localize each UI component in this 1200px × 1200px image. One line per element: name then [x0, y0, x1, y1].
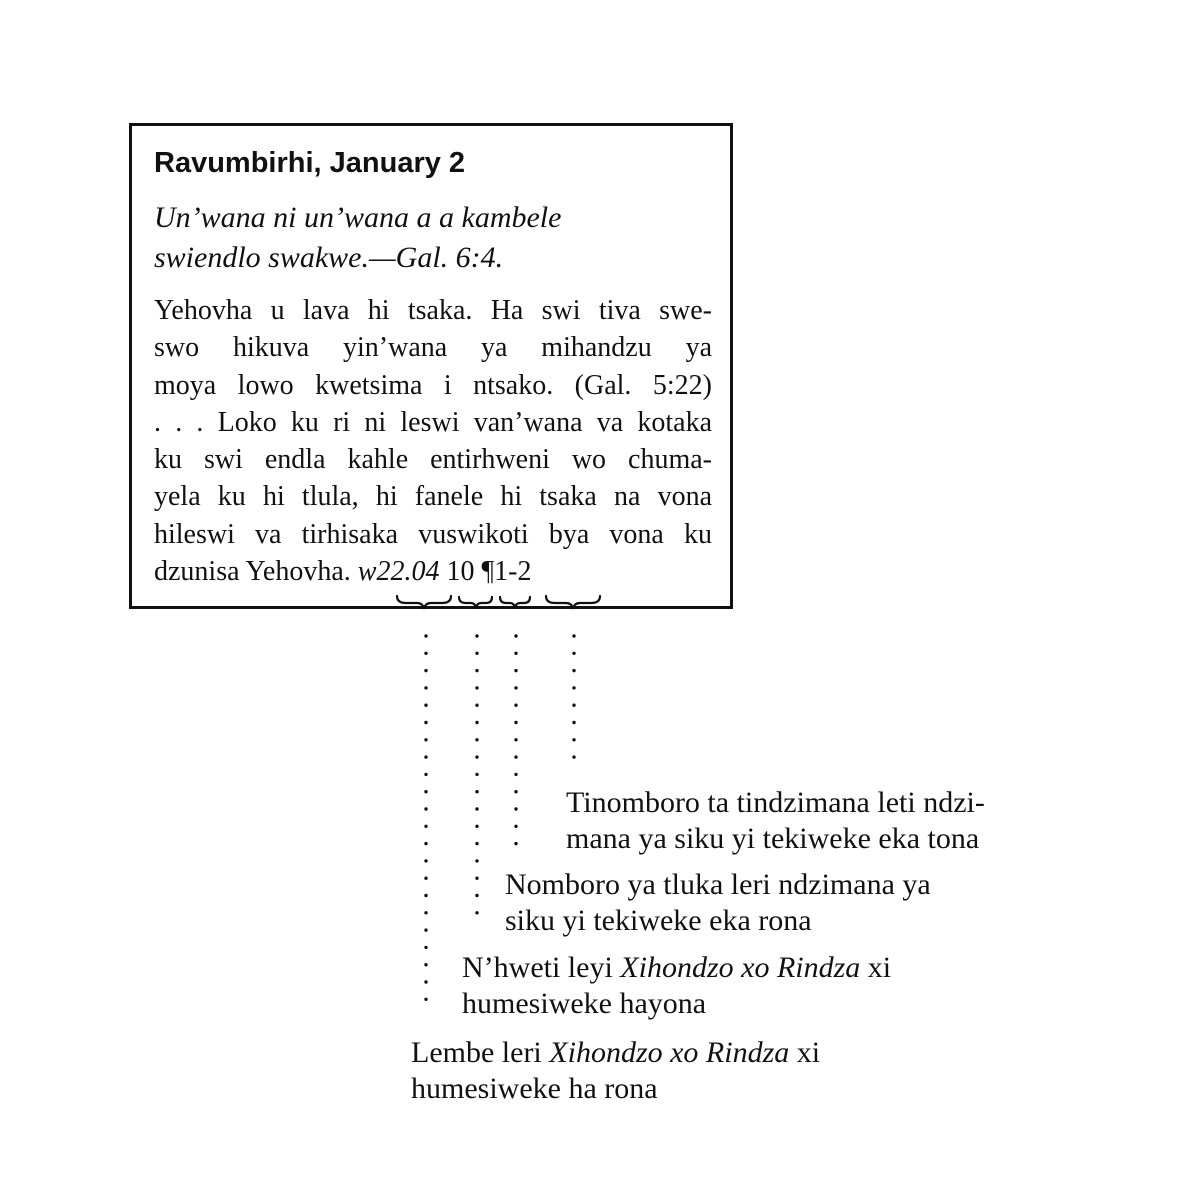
label-issue-line-2: humesiweke hayona — [462, 987, 707, 1020]
comment-line: swo hikuva yin’wana ya mihandzu ya — [154, 332, 712, 364]
verse-line-1: Un’wana ni un’wana a a kambele — [154, 201, 562, 234]
label-page-line-1: Nomboro ya tluka leri ndzimana ya — [505, 868, 931, 901]
label-page-line-2: siku yi tekiweke eka rona — [505, 904, 812, 937]
label-page — [505, 867, 931, 939]
brace-issue — [459, 597, 492, 608]
brace-paragraphs — [546, 596, 600, 609]
label-issue-text: N’hweti leyi — [462, 951, 621, 984]
day-title: Ravumbirhi, January 2 — [154, 147, 466, 179]
magazine-title: Xihondzo xo Rindza — [549, 1036, 790, 1069]
label-year-line-2: humesiweke ha rona — [411, 1072, 658, 1105]
comment-line: hileswi va tirhisaka vuswikoti bya vona ku — [154, 518, 712, 550]
reference-page: 10 — [446, 556, 475, 588]
comment-line: . . . Loko ku ri ni leswi van’wana va kotaka — [154, 406, 712, 438]
comment-line: Yehovha u lava hi tsaka. Ha swi tiva swe- — [154, 295, 712, 326]
label-paragraphs — [566, 785, 985, 857]
label-paragraphs-line-2: mana ya siku yi tekiweke eka tona — [566, 822, 980, 855]
comment-last-text: dzunisa Yehovha. — [154, 556, 351, 588]
verse-line-2: swiendlo swakwe.—Gal. 6:4. — [154, 241, 504, 274]
reference-publication: w22.04 — [357, 556, 440, 588]
comment-line: moya lowo kwetsima i ntsako. (Gal. 5:22) — [154, 369, 712, 401]
label-year — [411, 1035, 820, 1107]
label-year-text: Lembe leri — [411, 1036, 550, 1069]
brace-page — [500, 597, 530, 608]
brace-year — [397, 596, 451, 609]
label-year-line-1 — [411, 1035, 820, 1071]
label-year-text-end: xi — [789, 1036, 821, 1069]
magazine-title: Xihondzo xo Rindza — [620, 951, 861, 984]
label-issue-line-1 — [462, 950, 891, 986]
label-issue — [462, 950, 891, 1022]
comment-line: ku swi endla kahle entirhweni wo chuma- — [154, 444, 712, 476]
label-paragraphs-line-1: Tinomboro ta tindzimana leti ndzi- — [566, 786, 985, 819]
reference-paragraphs: ¶1-2 — [481, 556, 532, 588]
comment-line: yela ku hi tlula, hi fanele hi tsaka na vona — [154, 481, 712, 513]
label-issue-text-end: xi — [860, 951, 892, 984]
